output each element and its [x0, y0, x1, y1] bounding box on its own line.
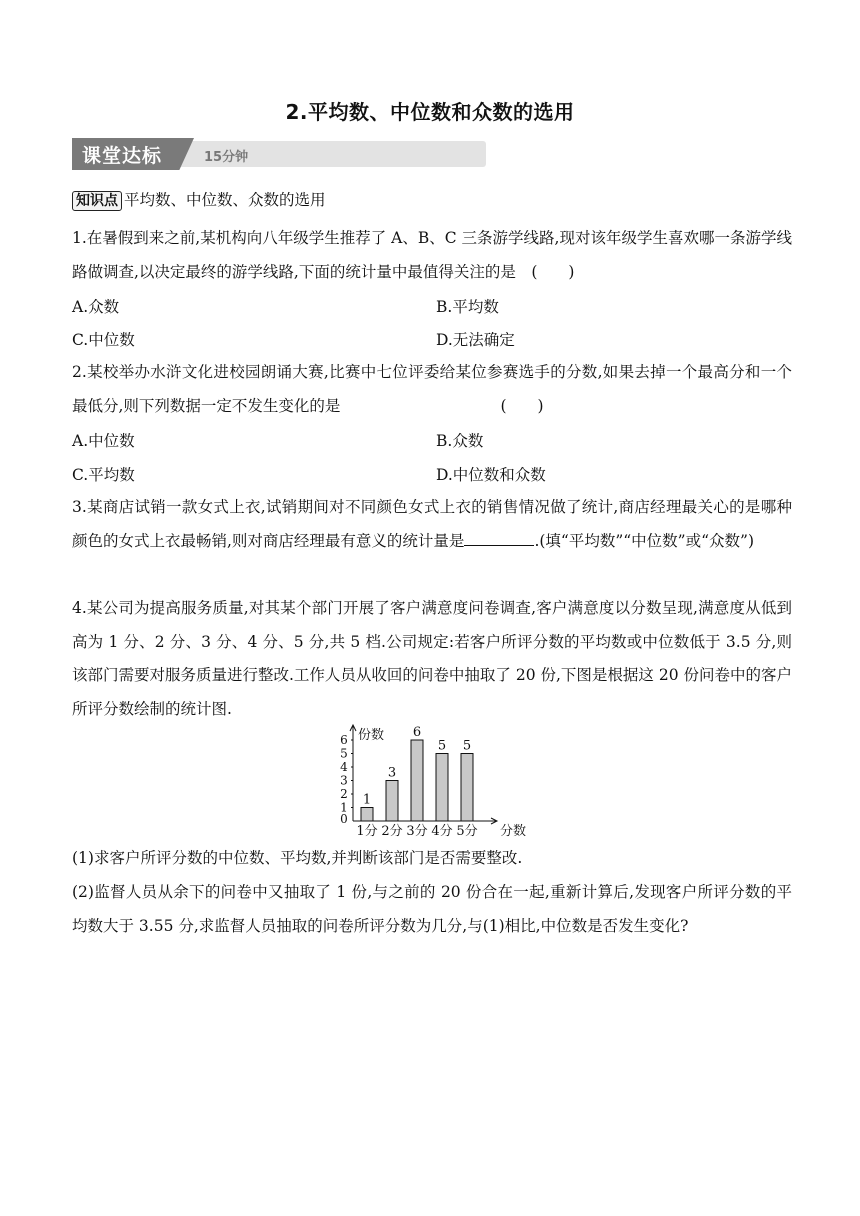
- q2-option-b: B.众数: [436, 432, 484, 450]
- x-tick-label: 1分: [356, 824, 378, 839]
- y-tick-label: 0: [340, 812, 348, 826]
- q1-option-a: A.众数: [72, 298, 120, 316]
- x-tick-label: 2分: [381, 824, 403, 839]
- question-4-text: 4.某公司为提高服务质量,对其某个部门开展了客户满意度问卷调查,客户满意度以分数呈现,满意度从低到高为 1 分、2 分、3 分、4 分、5 分,共 5 档.公司规定:若客户所评分数的平均数或中位数低于 3.5 分,则该部门需要对服务质量进行整改.工作人员从收回的问卷中抽取了 20 份,下图是根据这 20 份问卷中的客户所评分数绘制的统计图.: [72, 599, 793, 718]
- banner-time: 15分钟: [204, 150, 249, 165]
- knowledge-point-tag: 知识点: [72, 191, 122, 211]
- bar-value-label: 1: [362, 792, 372, 808]
- bar-value-label: 5: [437, 738, 447, 754]
- y-tick-label: 1: [340, 800, 348, 815]
- y-tick-label: 3: [340, 773, 348, 788]
- x-tick-label: 4分: [431, 824, 453, 839]
- y-tick-label: 4: [340, 760, 348, 774]
- y-tick-label: 5: [340, 746, 348, 761]
- question-1-text: 1.在暑假到来之前,某机构向八年级学生推荐了 A、B、C 三条游学线路,现对该年级学生喜欢哪一条游学线路做调查,以决定最终的游学线路,下面的统计量中最值得关注的是 ( ): [72, 229, 792, 281]
- q2-option-c: C.平均数: [72, 466, 135, 484]
- bar: [436, 754, 448, 822]
- question-3-text: 3.某商店试销一款女式上衣,试销期间对不同颜色女式上衣的销售情况做了统计,商店经理最关心的是哪种颜色的女式上衣最畅销,则对商店经理最有意义的统计量是: [72, 498, 792, 550]
- section-banner: [72, 138, 486, 170]
- bar-value-label: 6: [412, 725, 422, 740]
- banner-label: 课堂达标: [82, 145, 163, 167]
- x-tick-label: 5分: [456, 824, 478, 839]
- q1-option-c: C.中位数: [72, 331, 135, 349]
- answer-blank[interactable]: [464, 531, 534, 546]
- q1-option-b: B.平均数: [436, 298, 499, 316]
- q2-option-d: D.中位数和众数: [436, 466, 546, 484]
- knowledge-point: [72, 188, 326, 211]
- question-4-part-1: (1)求客户所评分数的中位数、平均数,并判断该部门是否需要整改.: [72, 849, 523, 867]
- bar: [461, 754, 473, 822]
- y-tick-label: 2: [340, 787, 348, 801]
- question-2-text: 2.某校举办水浒文化进校园朗诵大赛,比赛中七位评委给某位参赛选手的分数,如果去掉一个最高分和一个最低分,则下列数据一定不发生变化的是: [72, 363, 792, 415]
- bar: [361, 808, 373, 822]
- score-bar-chart: [330, 722, 530, 846]
- x-axis-label: 分数: [500, 824, 527, 839]
- chart-root: [340, 725, 526, 839]
- bar: [386, 781, 398, 822]
- bar-value-label: 5: [462, 738, 472, 754]
- knowledge-point-text: 平均数、中位数、众数的选用: [124, 191, 326, 209]
- q2-option-a: A.中位数: [72, 432, 135, 450]
- page-title: 2.平均数、中位数和众数的选用: [285, 100, 575, 124]
- bar: [411, 740, 423, 821]
- question-3: [72, 491, 792, 558]
- y-axis-label: 份数: [358, 728, 385, 743]
- question-3-hint: .(填“平均数”“中位数”或“众数”): [534, 531, 755, 550]
- y-tick-label: 6: [340, 733, 348, 747]
- question-2-bracket: ( ): [500, 396, 544, 415]
- x-tick-label: 3分: [406, 824, 428, 839]
- bar-value-label: 3: [387, 765, 397, 781]
- question-4-part-2: (2)监督人员从余下的问卷中又抽取了 1 份,与之前的 20 份合在一起,重新计算后,发现客户所评分数的平均数大于 3.55 分,求监督人员抽取的问卷所评分数为几分,与(1)相比,中位数是否发生变化?: [72, 883, 792, 935]
- q1-option-d: D.无法确定: [436, 331, 515, 349]
- question-2: [72, 356, 792, 423]
